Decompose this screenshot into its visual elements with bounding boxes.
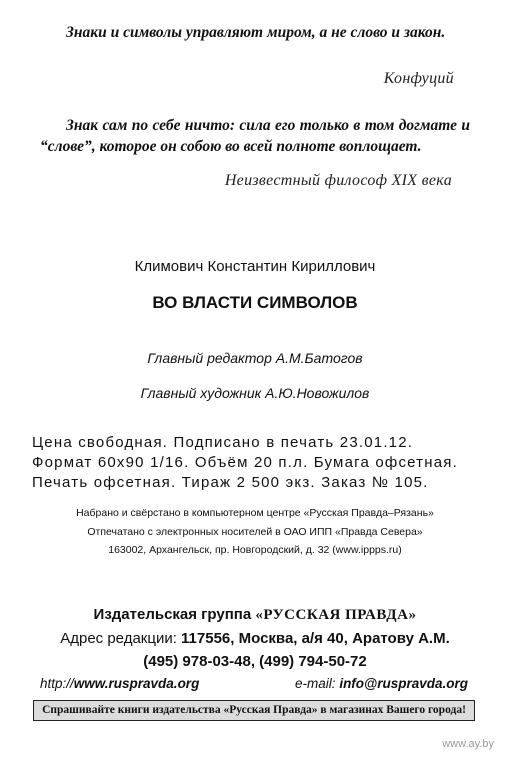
- editorial-address-value: 117556, Москва, а/я 40, Аратову А.М.: [181, 630, 450, 647]
- editorial-address-label: Адрес редакции:: [60, 630, 177, 647]
- publication-line-print: Печать офсетная. Тираж 2 500 экз. Заказ № 105.: [32, 474, 429, 491]
- printer-line-typeset: Набрано и свёрстано в компьютерном центре «Русская Правда–Рязань»: [76, 507, 434, 519]
- epigraph-confucius: Знаки и символы управляют миром, а не слово и закон.: [66, 24, 446, 41]
- email-prefix: e-mail:: [295, 676, 336, 691]
- publisher-group: [0, 606, 510, 624]
- publisher-brand-logo: «РУССКАЯ ПРАВДА»: [255, 607, 417, 623]
- publisher-website[interactable]: [40, 676, 199, 691]
- watermark: www.ay.by: [442, 738, 494, 750]
- website-prefix: http://: [40, 676, 74, 691]
- publication-line-price: Цена свободная. Подписано в печать 23.01.12.: [32, 434, 414, 451]
- website-link[interactable]: www.ruspravda.org: [73, 676, 200, 691]
- publisher-email[interactable]: [295, 676, 468, 691]
- book-title: ВО ВЛАСТИ СИМВОЛОВ: [152, 293, 358, 312]
- email-link[interactable]: info@ruspravda.org: [339, 676, 468, 691]
- epigraph-attribution-unknown: Неизвестный философ XIX века: [224, 172, 452, 189]
- chief-artist: Главный художник А.Ю.Новожилов: [140, 385, 370, 401]
- epigraph-attribution-confucius: Конфуций: [383, 70, 454, 87]
- chief-editor: Главный редактор А.М.Батогов: [147, 350, 363, 366]
- publisher-group-label: Издательская группа: [93, 606, 252, 623]
- book-author: Климович Константин Кириллович: [134, 258, 376, 275]
- publisher-phones: (495) 978-03-48, (499) 794-50-72: [143, 653, 367, 670]
- bookstore-banner: Спрашивайте книги издательства «Русская Правда» в магазинах Вашего города!: [33, 700, 475, 721]
- publication-line-format: Формат 60х90 1/16. Объём 20 п.л. Бумага офсетная.: [32, 454, 458, 471]
- epigraph-unknown-philosopher: Знак сам по себе ничто: сила его только в том догмате и “слове”, которое он собою во всей полноте воплощает.: [40, 117, 470, 155]
- printer-line-address: 163002, Архангельск, пр. Новгородский, д. 32 (www.ippps.ru): [108, 544, 402, 556]
- editorial-address: [0, 630, 510, 647]
- printer-line-printed: Отпечатано с электронных носителей в ОАО ИПП «Правда Севера»: [87, 526, 423, 538]
